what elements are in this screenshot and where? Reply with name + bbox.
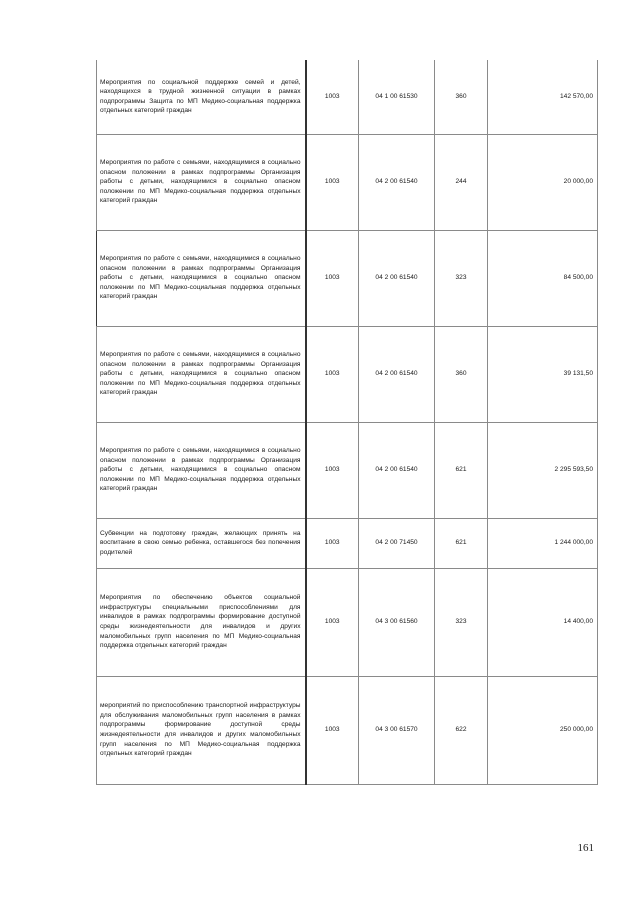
row-amount: 2 295 593,50 (488, 422, 598, 518)
row-section: 1003 (306, 676, 359, 784)
row-amount: 84 500,00 (488, 230, 598, 326)
row-expense-type: 244 (435, 134, 488, 230)
row-description: Мероприятия по работе с семьями, находящимися в социально опасном положении в рамках подпрограммы Организация работы с детьми, находящимися в социально опасном положении по МП Медико-социальная поддержка отдельных категорий граждан (97, 230, 306, 326)
row-target-article: 04 2 00 61540 (359, 326, 435, 422)
table-row (97, 326, 598, 422)
page-number: 161 (577, 842, 594, 854)
row-expense-type: 621 (435, 422, 488, 518)
row-expense-type: 622 (435, 676, 488, 784)
row-section: 1003 (306, 230, 359, 326)
row-expense-type: 360 (435, 326, 488, 422)
row-target-article: 04 2 00 61540 (359, 134, 435, 230)
row-amount: 250 000,00 (488, 676, 598, 784)
row-expense-type: 323 (435, 568, 488, 676)
row-amount: 14 400,00 (488, 568, 598, 676)
row-description: Мероприятия по социальной поддержке семей и детей, находящихся в трудной жизненной ситуации в рамках подпрограммы Защита по МП Медико-социальная поддержка отдельных категорий граждан (97, 60, 306, 134)
row-section: 1003 (306, 60, 359, 134)
row-section: 1003 (306, 134, 359, 230)
row-target-article: 04 3 00 61570 (359, 676, 435, 784)
table-row (97, 422, 598, 518)
row-description: Субвенции на подготовку граждан, желающих принять на воспитание в свою семью ребенка, оставшегося без попечения родителей (97, 518, 306, 568)
row-target-article: 04 2 00 71450 (359, 518, 435, 568)
row-description: мероприятий по приспособлению транспортной инфраструктуры для обслуживания маломобильных групп населения в рамках подпрограммы формирование доступной среды жизнедеятельности для инвалидов и других маломобильных групп населения по МП Медико-социальная поддержка отдельных категорий граждан (97, 676, 306, 784)
table-row (97, 676, 598, 784)
row-expense-type: 621 (435, 518, 488, 568)
row-section: 1003 (306, 568, 359, 676)
row-section: 1003 (306, 422, 359, 518)
row-description: Мероприятия по работе с семьями, находящимися в социально опасном положении в рамках подпрограммы Организация работы с детьми, находящимися в социально опасном положении по МП Медико-социальная поддержка отдельных категорий граждан (97, 422, 306, 518)
row-description: Мероприятия по работе с семьями, находящимися в социально опасном положении в рамках подпрограммы Организация работы с детьми, находящимися в социально опасном положении по МП Медико-социальная поддержка отдельных категорий граждан (97, 134, 306, 230)
table-row (97, 568, 598, 676)
row-amount: 142 570,00 (488, 60, 598, 134)
row-amount: 20 000,00 (488, 134, 598, 230)
row-target-article: 04 3 00 61560 (359, 568, 435, 676)
row-target-article: 04 2 00 61540 (359, 422, 435, 518)
row-expense-type: 360 (435, 60, 488, 134)
row-amount: 1 244 000,00 (488, 518, 598, 568)
budget-table (96, 60, 598, 785)
row-expense-type: 323 (435, 230, 488, 326)
row-amount: 39 131,50 (488, 326, 598, 422)
row-section: 1003 (306, 518, 359, 568)
table-row (97, 518, 598, 568)
row-section: 1003 (306, 326, 359, 422)
row-target-article: 04 1 00 61530 (359, 60, 435, 134)
table-row (97, 60, 598, 134)
table-row (97, 230, 598, 326)
table-row (97, 134, 598, 230)
row-description: Мероприятия по обеспечению объектов социальной инфраструктуры специальными приспособлениями для инвалидов в рамках подпрограммы формирование доступной среды жизнедеятельности для инвалидов и других маломобильных групп населения по МП Медико-социальная поддержка отдельных категорий граждан (97, 568, 306, 676)
row-target-article: 04 2 00 61540 (359, 230, 435, 326)
row-description: Мероприятия по работе с семьями, находящимися в социально опасном положении в рамках подпрограммы Организация работы с детьми, находящимися в социально опасном положении по МП Медико-социальная поддержка отдельных категорий граждан (97, 326, 306, 422)
